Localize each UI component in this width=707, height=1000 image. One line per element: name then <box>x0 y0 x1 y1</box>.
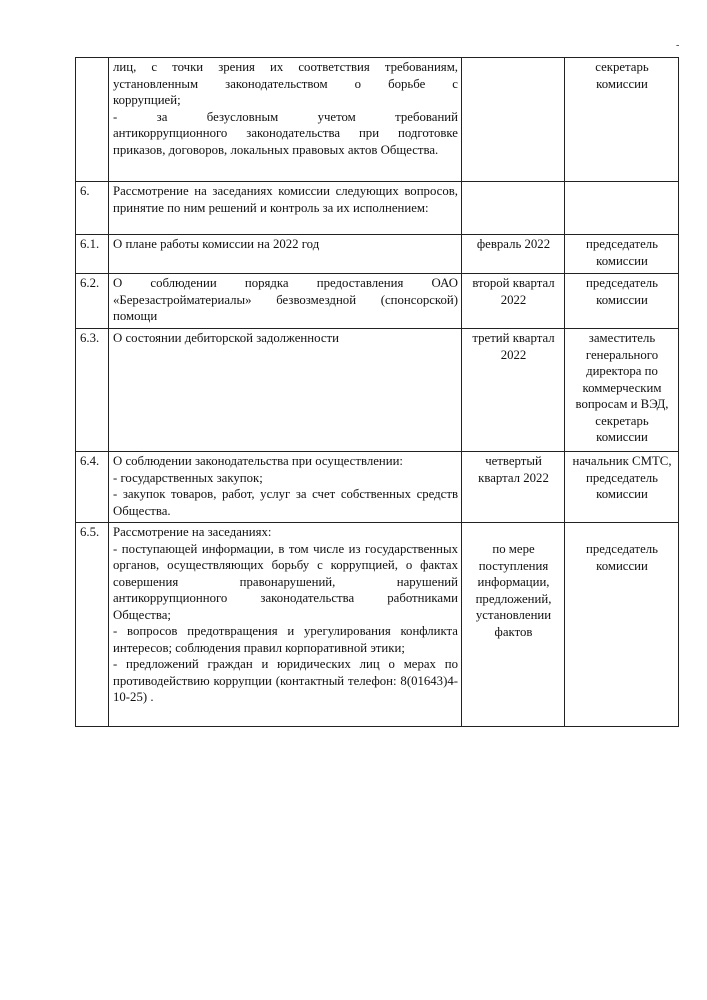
table-row-6-1 <box>76 235 679 274</box>
row-text: О соблюдении порядка предоставления ОАО «Березастройматериалы» безвозмездной (спонсорской) помощи <box>109 274 462 329</box>
row-number: 6.1. <box>76 235 109 274</box>
row-number: 6.5. <box>76 523 109 727</box>
row-number: 6. <box>76 182 109 235</box>
row-term <box>462 58 565 182</box>
anticorruption-plan-table <box>75 57 679 727</box>
row-term: третий квартал 2022 <box>462 329 565 452</box>
row-text: О состоянии дебиторской задолженности <box>109 329 462 452</box>
row-responsible: начальник СМТС, председатель комиссии <box>565 452 679 523</box>
item-heading: Рассмотрение на заседаниях: <box>113 525 272 539</box>
row-text: Рассмотрение на заседаниях комиссии следующих вопросов, принятие по ним решений и контроль за их исполнением: <box>109 182 462 235</box>
row-responsible: секретарь комиссии <box>565 58 679 182</box>
row-responsible: заместитель генерального директора по коммерческим вопросам и ВЭД, секретарь комиссии <box>565 329 679 452</box>
row-term: второй квартал 2022 <box>462 274 565 329</box>
table-row-6 <box>76 182 679 235</box>
row-text <box>109 58 462 182</box>
table-row-6-3 <box>76 329 679 452</box>
table-row-6-4 <box>76 452 679 523</box>
text-paragraph: антикоррупционного законодательства при подготовке приказов, договоров, локальных правовых актов Общества. <box>113 126 458 157</box>
table-row-continued <box>76 58 679 182</box>
row-term: по мере поступления информации, предложений, установлении фактов <box>462 523 565 727</box>
row-number <box>76 58 109 182</box>
list-item: - вопросов предотвращения и урегулирования конфликта интересов; соблюдения правил корпоративной этики; <box>113 624 458 655</box>
item-heading: О соблюдении законодательства при осуществлении: <box>113 454 403 468</box>
list-item: - государственных закупок; <box>113 470 263 485</box>
list-item: - поступающей информации, в том числе из государственных органов, осуществляющих борьбу с коррупцией, о фактах совершения правонарушений, нарушений антикоррупционного законодательства работниками Общества; <box>113 541 458 622</box>
text-line: установленным законодательством о борьбе с <box>113 76 458 91</box>
table-row-6-5 <box>76 523 679 727</box>
row-responsible: председатель комиссии <box>565 523 679 727</box>
row-responsible: председатель комиссии <box>565 235 679 274</box>
row-term: четвертый квартал 2022 <box>462 452 565 523</box>
row-number: 6.3. <box>76 329 109 452</box>
row-text <box>109 523 462 727</box>
row-number: 6.4. <box>76 452 109 523</box>
row-responsible <box>565 182 679 235</box>
row-number: 6.2. <box>76 274 109 329</box>
text-line: - за безусловным учетом требований <box>113 109 458 124</box>
list-item: - закупок товаров, работ, услуг за счет собственных средств Общества. <box>113 487 458 518</box>
row-text: О плане работы комиссии на 2022 год <box>109 235 462 274</box>
text-line: коррупцией; <box>113 93 181 107</box>
row-text <box>109 452 462 523</box>
table-row-6-2 <box>76 274 679 329</box>
page-mark: - <box>676 40 680 51</box>
row-term: февраль 2022 <box>462 235 565 274</box>
row-responsible: председатель комиссии <box>565 274 679 329</box>
list-item: - предложений граждан и юридических лиц о мерах по противодействию коррупции (контактный телефон: 8(01643)4-10-25) . <box>113 657 458 704</box>
row-term <box>462 182 565 235</box>
text-line: лиц, с точки зрения их соответствия требованиям, <box>113 60 458 74</box>
